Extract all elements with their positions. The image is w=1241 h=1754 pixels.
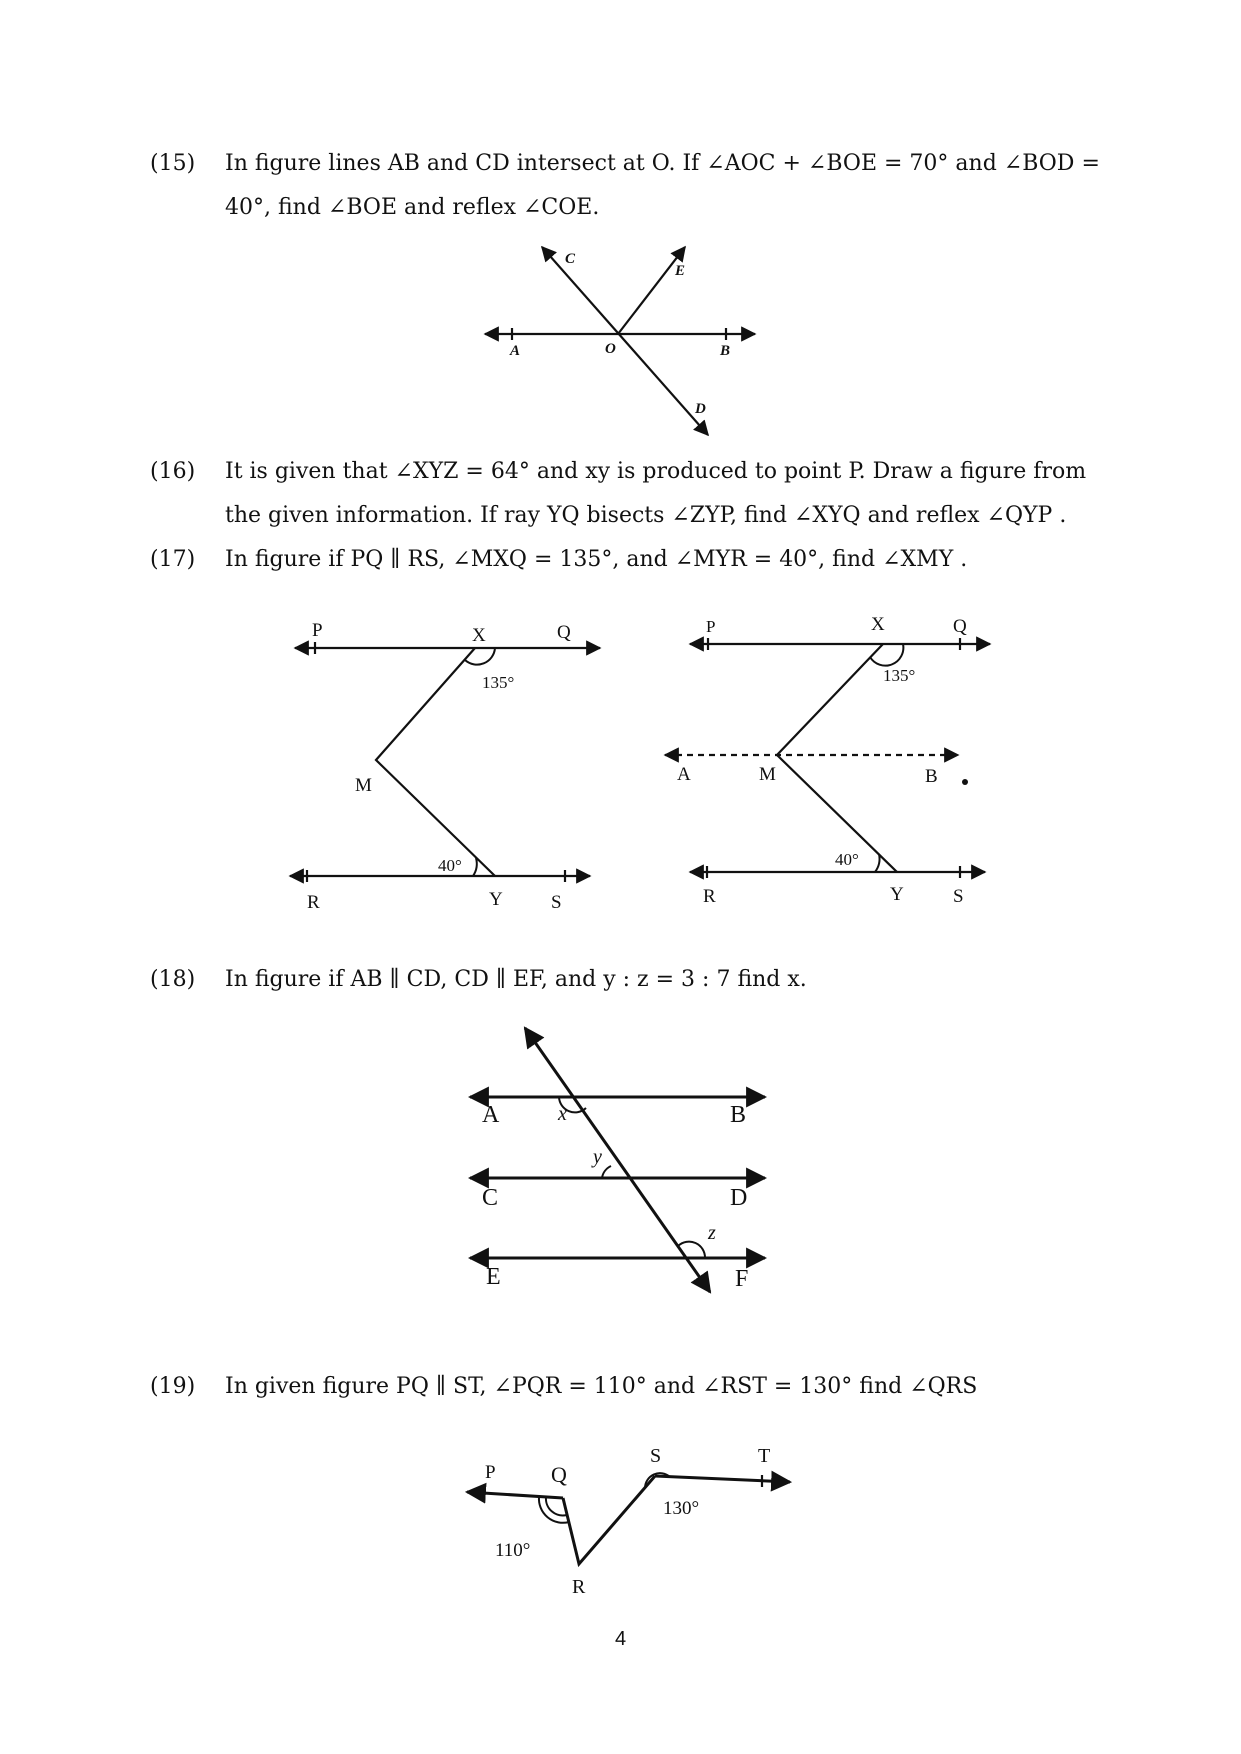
path-xmy [777, 644, 897, 872]
label-x: X [871, 614, 885, 635]
label-q: Q [551, 1462, 567, 1487]
label-c: C [482, 1185, 499, 1211]
question-number: (15) [150, 151, 196, 176]
label-d: D [730, 1185, 748, 1211]
label-q: Q [557, 622, 571, 643]
question-text-line: In figure lines AB and CD intersect at O. If ∠AOC + ∠BOE = 70° and ∠BOD = [225, 151, 1100, 176]
label-f: F [735, 1266, 749, 1292]
label-a: A [677, 764, 691, 785]
label-p: P [312, 620, 323, 641]
question-number: (17) [150, 547, 196, 572]
label-a: A [482, 1102, 500, 1128]
label-q: Q [953, 616, 967, 637]
label-c: C [565, 251, 576, 267]
label-z: z [708, 1222, 716, 1244]
question-text-line: In figure if AB ∥ CD, CD ∥ EF, and y : z = 3 : 7 find x. [225, 967, 807, 992]
label-p: P [485, 1462, 496, 1483]
question-text-line: In given figure PQ ∥ ST, ∠PQR = 110° and ∠RST = 130° find ∠QRS [225, 1374, 978, 1399]
page-number: 4 [614, 1628, 627, 1650]
label-p: P [706, 617, 716, 636]
figure-q17-right [655, 600, 995, 910]
label-e: E [486, 1264, 501, 1290]
label-b: B [720, 343, 731, 359]
label-y: Y [489, 889, 503, 910]
label-s: S [551, 892, 562, 913]
label-angle-40: 40° [438, 856, 462, 875]
label-r: R [703, 886, 716, 907]
label-o: O [605, 341, 616, 357]
label-angle-135: 135° [883, 666, 916, 685]
question-number: (19) [150, 1374, 196, 1399]
label-x: X [472, 625, 486, 646]
figure-q18 [460, 1020, 780, 1310]
path-qrs [563, 1476, 655, 1564]
question-text-line: It is given that ∠XYZ = 64° and xy is produced to point P. Draw a figure from [225, 459, 1087, 484]
question-text-line: In figure if PQ ∥ RS, ∠MXQ = 135°, and ∠MYR = 40°, find ∠XMY . [225, 547, 968, 572]
label-m: M [759, 764, 776, 785]
ray-oe [618, 247, 685, 334]
label-a: A [510, 343, 521, 359]
label-x: x [558, 1103, 567, 1125]
label-s: S [650, 1445, 662, 1467]
question-number: (18) [150, 967, 196, 992]
label-angle-110: 110° [495, 1540, 531, 1561]
figure-q19 [455, 1420, 805, 1600]
label-angle-135: 135° [482, 673, 515, 692]
label-e: E [675, 263, 686, 279]
question-text-line: 40°, find ∠BOE and reflex ∠COE. [225, 195, 600, 220]
figure-q17-left [285, 608, 615, 918]
label-r: R [572, 1576, 586, 1598]
label-b: B [925, 766, 938, 787]
label-d: D [695, 401, 706, 417]
label-angle-40: 40° [835, 850, 859, 869]
label-b: B [730, 1102, 747, 1128]
path-xmy [376, 648, 495, 876]
label-m: M [355, 775, 372, 796]
label-y: Y [890, 884, 904, 905]
label-s: S [953, 886, 964, 907]
label-t: T [758, 1445, 771, 1467]
figure-q15 [470, 235, 770, 445]
ray-st [655, 1476, 790, 1482]
label-y: y [593, 1146, 602, 1168]
label-r: R [307, 892, 320, 913]
question-number: (16) [150, 459, 196, 484]
question-text-line: the given information. If ray YQ bisects ∠ZYP, find ∠XYQ and reflex ∠QYP . [225, 503, 1067, 528]
label-angle-130: 130° [663, 1498, 700, 1519]
transversal [525, 1028, 710, 1292]
